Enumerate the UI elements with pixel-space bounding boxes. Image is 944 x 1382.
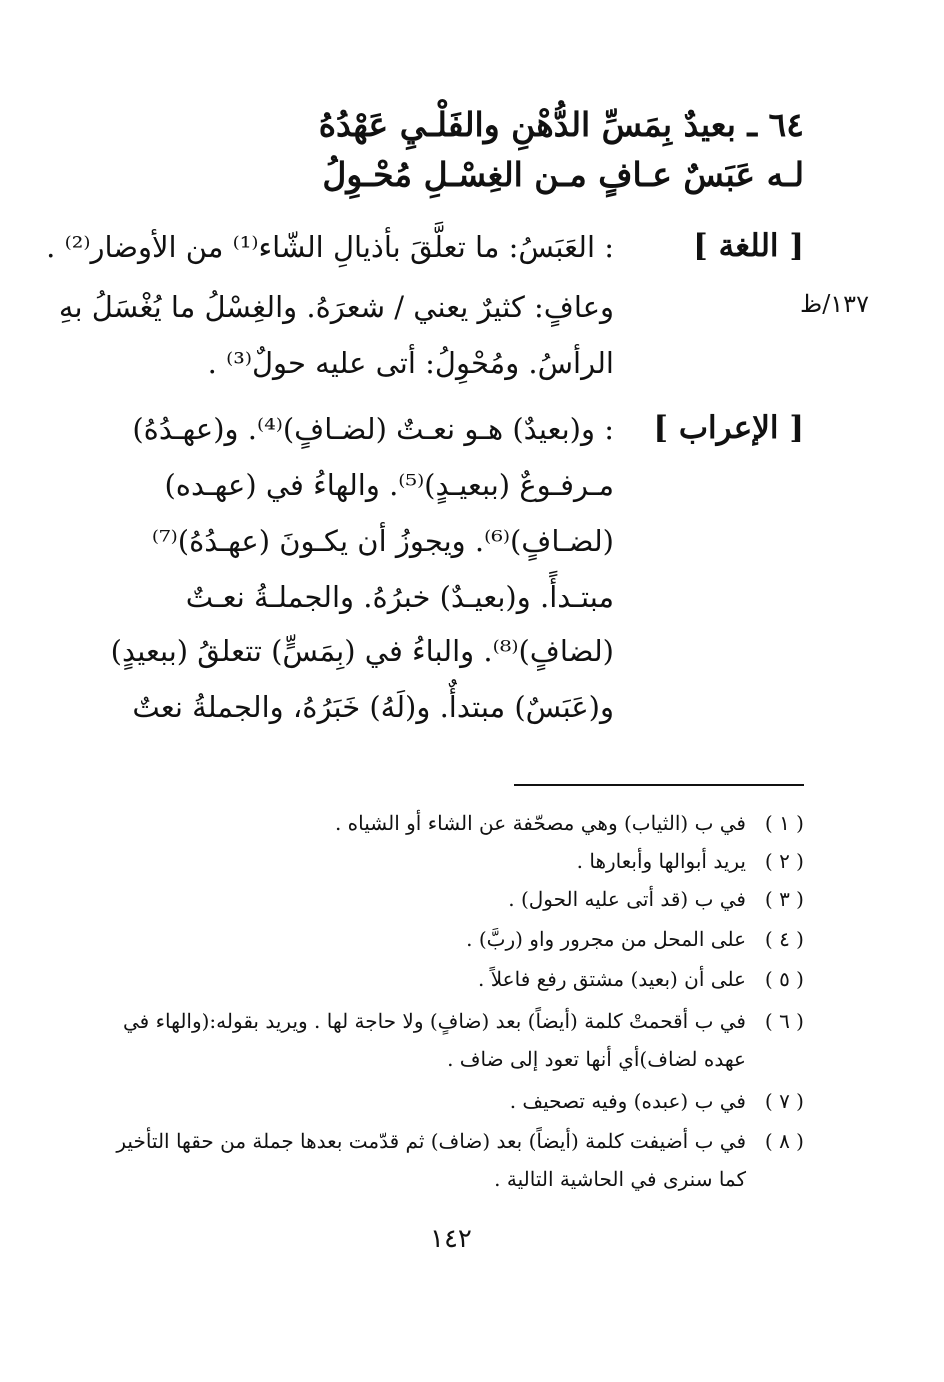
footnote-6 xyxy=(123,1004,804,1038)
footnote-number: ( ١ ) xyxy=(764,811,804,835)
footnote-number: ( ٨ ) xyxy=(764,1129,804,1153)
footnote-8-continued: كما سنرى في الحاشية التالية . xyxy=(494,1167,746,1191)
lugha-line-1: : العَبَسُ: ما تعلَّقَ بأذيالِ الشّاء⁽¹⁾ من الأوضار⁽²⁾ . xyxy=(46,230,614,264)
footnote-number: ( ٧ ) xyxy=(764,1089,804,1113)
footnote-text: في ب (الثياب) وهي مصحّفة عن الشاء أو الشياه . xyxy=(334,811,746,835)
footnote-1 xyxy=(335,806,804,840)
footnote-number: ( ٣ ) xyxy=(764,887,804,911)
footnote-number: ( ٦ ) xyxy=(764,1009,804,1033)
lugha-line-3: الرأسُ. ومُحْوِلُ: أتى عليه حولٌ⁽³⁾ . xyxy=(207,346,614,380)
footnote-text: على المحل من مجرور واو (ربَّ) . xyxy=(466,927,746,951)
margin-folio-note: ١٣٧/ظ xyxy=(800,290,869,318)
irab-line-2: مـرفـوعٌ (ببعيـدٍ)⁽⁵⁾. والهاءُ في (عهـده) xyxy=(164,468,614,502)
footnote-4 xyxy=(466,922,804,956)
footnote-3 xyxy=(508,882,804,916)
footnote-8 xyxy=(116,1124,804,1158)
footnote-7 xyxy=(510,1084,804,1118)
footnote-number: ( ٤ ) xyxy=(764,927,804,951)
footnote-text: يريد أبوالها وأبعارها . xyxy=(576,849,746,873)
footnote-number: ( ٥ ) xyxy=(764,967,804,991)
footnote-number: ( ٢ ) xyxy=(764,849,804,873)
footnote-5 xyxy=(478,962,804,996)
lugha-line-2: وعافٍ: كثيرٌ يعني / شعرَهُ. والغِسْلُ ما يُغْسَلُ بهِ xyxy=(58,290,614,324)
page-number: ١٤٢ xyxy=(430,1224,472,1254)
footnote-2 xyxy=(577,844,804,878)
footnote-text: في ب (قد أتى عليه الحول) . xyxy=(508,887,746,911)
irab-line-4: مبتـدأً. و(بعيـدٌ) خبرُهُ. والجملـةُ نعـتٌ xyxy=(185,580,614,614)
verse-line-2: لـه عَبَسٌ عـافٍ مـن الغِسْـلِ مُحْـوِلُ xyxy=(322,155,804,194)
irab-line-5: (لضافٍ)⁽⁸⁾. والباءُ في (بِمَسٍّ) تتعلقُ (ببعيدٍ) xyxy=(110,634,614,668)
irab-line-1: : و(بعيدٌ) هـو نعـتٌ (لضـافٍ)⁽⁴⁾. و(عهـدُهُ) xyxy=(132,412,614,446)
footnote-text: في ب أقحمتْ كلمة (أيضاً) بعد (ضافٍ) ولا حاجة لها . ويريد بقوله:(والهاء في xyxy=(123,1009,746,1033)
footnote-text: على أن (بعيد) مشتق رفع فاعلاً . xyxy=(478,967,746,991)
footnote-separator xyxy=(514,784,804,786)
irab-line-3: (لضـافٍ)⁽⁶⁾. ويجوزُ أن يكـونَ (عهـدُهُ)⁽⁷⁾ xyxy=(151,524,614,558)
section-label-irab: [ الإعراب ] xyxy=(653,410,804,446)
irab-line-6: و(عَبَسٌ) مبتدأٌ. و(لَهُ) خَبَرُهُ، والجملةُ نعتٌ xyxy=(132,690,614,724)
footnote-text: في ب أضيفت كلمة (أيضاً) بعد (ضاف) ثم قدّمت بعدها جملة من حقها التأخير xyxy=(116,1129,746,1153)
verse-line-1: ٦٤ ـ بعيدٌ بِمَسِّ الدُّهْنِ والفَلْـيِ عَهْدُهُ xyxy=(318,105,804,144)
footnote-6-continued: عهده لضاف)أي أنها تعود إلى ضاف . xyxy=(447,1047,746,1071)
footnote-text: في ب (عبده) وفيه تصحيف . xyxy=(509,1089,746,1113)
section-label-lugha: [ اللغة ] xyxy=(693,228,804,264)
